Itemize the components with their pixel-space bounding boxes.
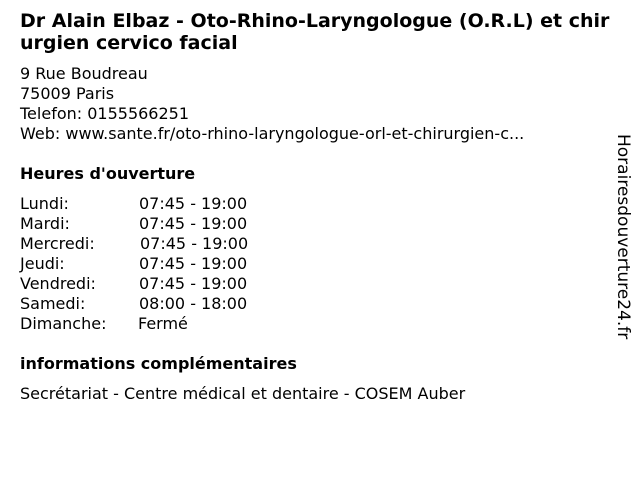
day-label: Dimanche:: [20, 314, 107, 333]
time-value: Fermé: [138, 314, 188, 333]
website-line[interactable]: Web: www.sante.fr/oto-rhino-laryngologue-orl-et-chirurgien-c...: [20, 124, 525, 143]
business-title: Dr Alain Elbaz - Oto-Rhino-Laryngologue (O.R.L) et chirurgien cervico facial: [20, 10, 610, 54]
hours-heading: Heures d'ouverture: [20, 164, 196, 183]
time-value: 07:45 - 19:00: [139, 214, 248, 233]
day-label: Vendredi:: [20, 274, 96, 293]
day-label: Mercredi:: [20, 234, 95, 253]
day-label: Samedi:: [20, 294, 86, 313]
info-heading: informations complémentaires: [20, 354, 297, 373]
address-city: 75009 Paris: [20, 84, 115, 103]
day-label: Mardi:: [20, 214, 70, 233]
contact-block: [20, 64, 524, 144]
time-value: 07:45 - 19:00: [139, 274, 248, 293]
day-label: Lundi:: [20, 194, 69, 213]
watermark-text: Horairesdouverture24.fr: [613, 134, 633, 340]
time-value: 07:45 - 19:00: [140, 234, 249, 253]
day-label: Jeudi:: [20, 254, 65, 273]
phone-line[interactable]: Telefon: 0155566251: [20, 104, 190, 123]
time-value: 07:45 - 19:00: [139, 254, 248, 273]
address-street: 9 Rue Boudreau: [20, 64, 148, 83]
time-value: 07:45 - 19:00: [139, 194, 248, 213]
time-value: 08:00 - 18:00: [139, 294, 248, 313]
info-text: Secrétariat - Centre médical et dentaire - COSEM Auber: [20, 384, 466, 403]
